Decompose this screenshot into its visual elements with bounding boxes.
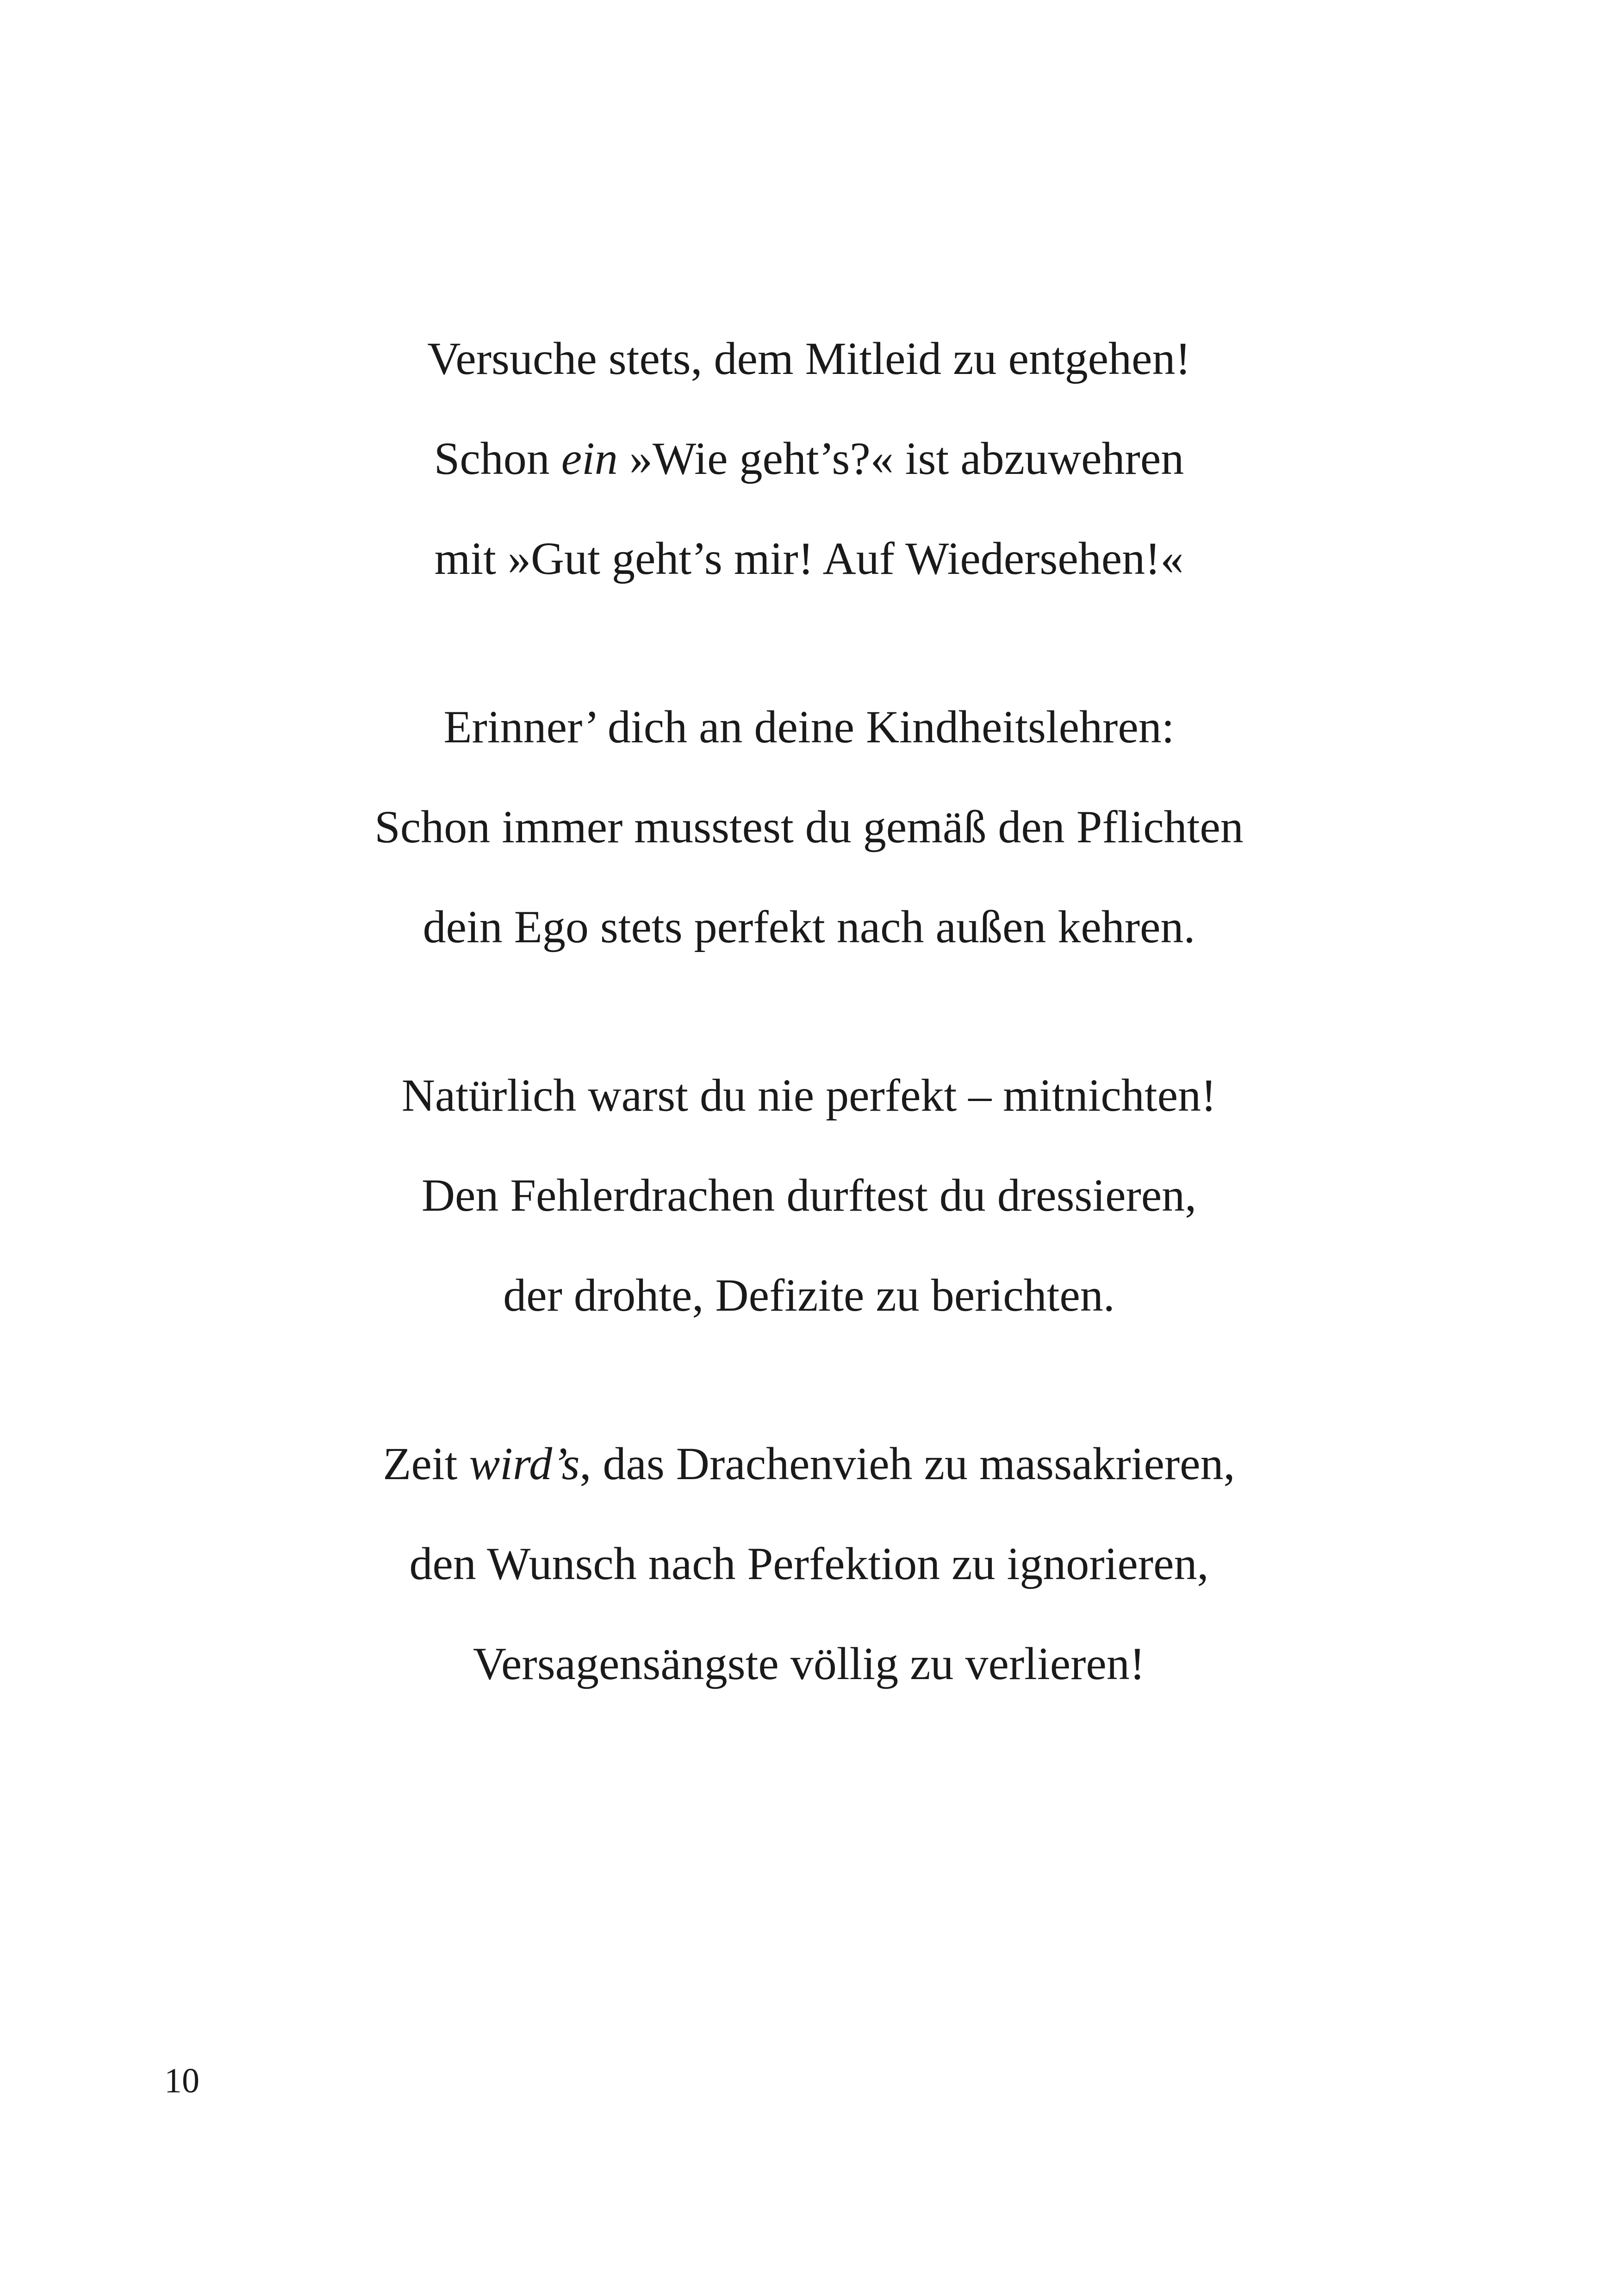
stanza-1 bbox=[0, 333, 1618, 584]
poem-line: dein Ego stets perfekt nach außen kehren. bbox=[423, 901, 1195, 952]
poem-line: Versagensängste völlig zu verlieren! bbox=[473, 1638, 1145, 1689]
poem-line: Schon ein »Wie geht’s?« ist abzuwehren bbox=[434, 433, 1184, 484]
stanza-3 bbox=[0, 1072, 1618, 1319]
poem-line: Den Fehlerdrachen durftest du dressieren, bbox=[421, 1170, 1197, 1221]
emphasis: ein bbox=[561, 433, 618, 484]
poem-line: Erinner’ dich an deine Kindheitslehren: bbox=[443, 701, 1175, 753]
poem-line: den Wunsch nach Perfektion zu ignorieren, bbox=[409, 1538, 1209, 1589]
poem-line: Versuche stets, dem Mitleid zu entgehen! bbox=[427, 333, 1191, 384]
poem-line: mit »Gut geht’s mir! Auf Wiedersehen!« bbox=[434, 533, 1184, 584]
stanza-2 bbox=[0, 701, 1618, 952]
poem-line: Zeit wird’s, das Drachenvieh zu massakrieren, bbox=[383, 1438, 1235, 1489]
page-number: 10 bbox=[164, 2061, 199, 2100]
poem-line: der drohte, Defizite zu berichten. bbox=[503, 1269, 1115, 1321]
poem-line: Natürlich warst du nie perfekt – mitnichten! bbox=[401, 1070, 1217, 1121]
stanza-4 bbox=[0, 1438, 1618, 1689]
emphasis: wird’s bbox=[469, 1438, 580, 1489]
poem bbox=[0, 333, 1618, 1689]
poem-line: Schon immer musstest du gemäß den Pflichten bbox=[374, 801, 1244, 852]
